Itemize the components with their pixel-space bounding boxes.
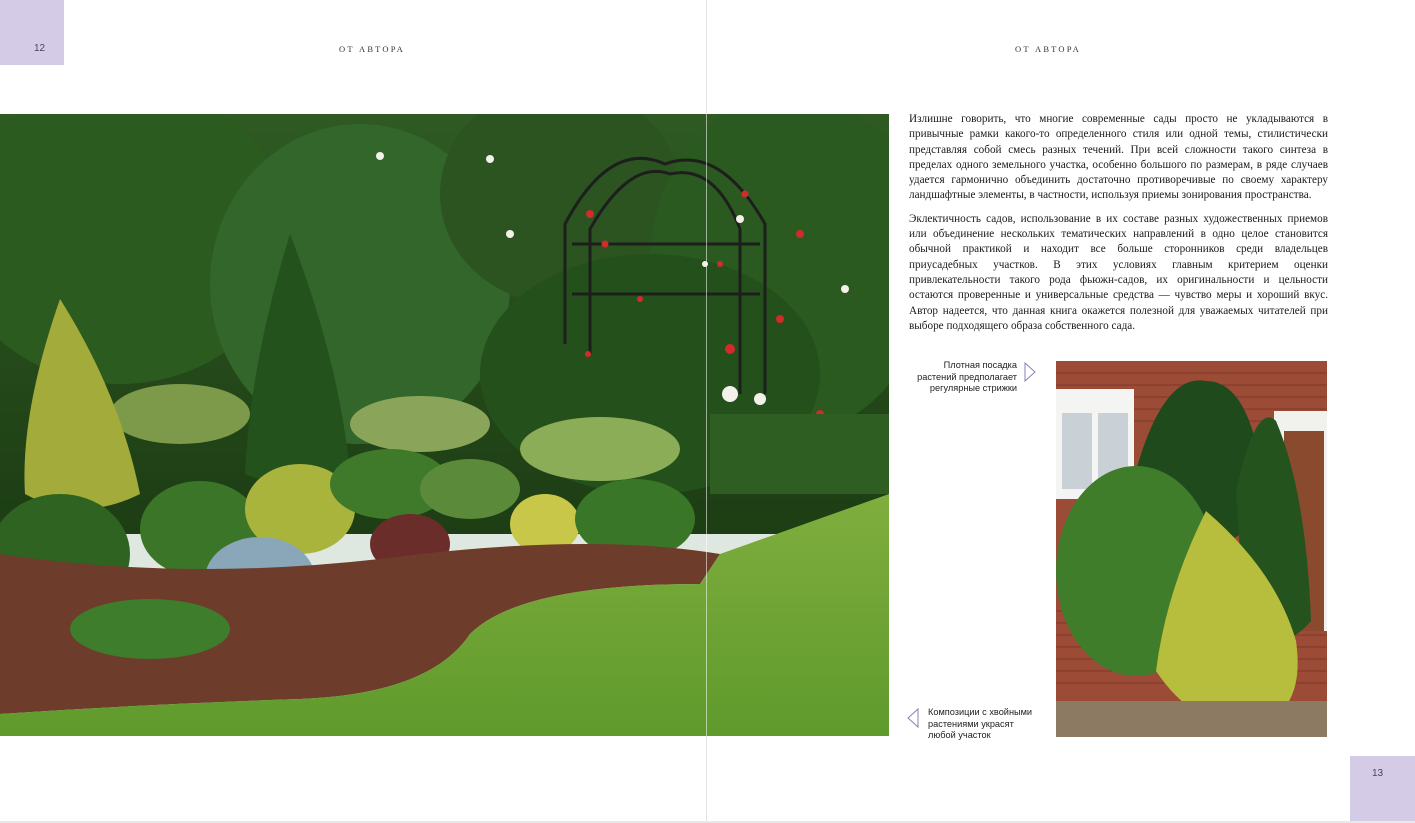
page-number-right: 13 [1350, 756, 1415, 821]
running-head-left: ОТ АВТОРА [339, 44, 405, 54]
garden-photo [0, 114, 889, 736]
page-gutter [706, 114, 707, 736]
running-head-right: ОТ АВТОРА [1015, 44, 1081, 54]
triangle-right-icon [1024, 362, 1036, 382]
paragraph-1: Излишне говорить, что многие современные сады просто не укладываются в привычные рамки какого-то определенного стиля или одной темы, стилистически представляя собой смесь разных течений. При всей сложности такого синтеза в пределах одного земельного участка, особенно большого по размерам, в ряде случаев удается гармонично объединить достаточно противоречивые по своему характеру ландшафтные элементы, в частности, используя приемы зонирования пространства. [909, 113, 1328, 202]
paragraph-2: Эклектичность садов, использование в их составе разных художественных приемов или объединение нескольких тематических направлений в одно целое становится обычной практикой и находит все больше сторонников среди владельцев приусадебных участков. В этих условиях главным критерием оценки привлекательности такого рода фьюжн-садов, их оригинальности и цельности остаются проверенные и универсальные средства — чувство меры и хороший вкус. Автор надеется, что данная книга окажется полезной для уважаемых читателей при выборе подходящего образа собственного сада. [909, 212, 1328, 332]
triangle-left-icon [907, 708, 919, 728]
page-number-left: 12 [0, 0, 64, 65]
body-text [909, 112, 1328, 342]
conifer-photo [1056, 361, 1327, 737]
caption-bottom: Композиции с хвойными растениями украсят любой участок [928, 707, 1033, 740]
caption-top: Плотная посадка растений предполагает регулярные стрижки [917, 360, 1017, 393]
